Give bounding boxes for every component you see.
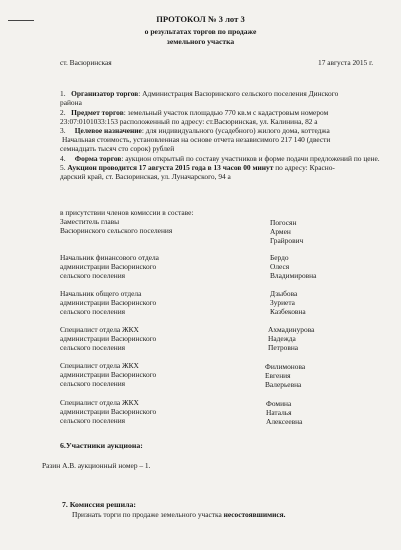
- member-5-position-2: администрации Васюринского: [60, 370, 157, 379]
- member-2-position-3: сельского поселения: [60, 271, 126, 280]
- member-6-patronymic: Алексеевна: [266, 417, 303, 426]
- item-1-label: Организатор торгов: [71, 89, 139, 98]
- item-1: [60, 89, 338, 98]
- item-2: [60, 108, 328, 117]
- member-2-patronymic: Владимировна: [270, 271, 317, 280]
- item-2-line-2: 23:07:0101033:153 расположенный по адресу: ст.Васюринская, ул. Калинина, 82 а: [60, 117, 318, 126]
- member-3-position-3: сельского поселения: [60, 307, 126, 316]
- member-4-position-3: сельского поселения: [60, 343, 126, 352]
- protocol-title: ПРОТОКОЛ № 3 лот 3: [156, 14, 245, 24]
- member-6-position-1: Специалист отдела ЖКХ: [60, 398, 139, 407]
- member-6-surname: Фомина: [266, 399, 292, 408]
- participants-text: Разин А.В. аукционный номер – 1.: [42, 461, 151, 470]
- place: ст. Васюринская: [60, 58, 112, 67]
- item-3: [60, 126, 330, 135]
- item-3-text: : для индивидуального (усадебного) жилого дома, коттеджа: [141, 126, 330, 135]
- item-3-label: Целевое назначение: [74, 126, 142, 135]
- item-5-label: Аукцион проводится 17 августа 2015 года в 13 часов 00 минут: [67, 163, 274, 172]
- decision-heading: 7. Комиссия решила:: [62, 500, 136, 509]
- item-3-line-3: семнадцать тысяч сто сорок) рублей: [60, 144, 175, 153]
- date: 17 августа 2015 г.: [318, 58, 374, 67]
- member-2-firstname: Олеся: [270, 262, 290, 271]
- item-2-label: Предмет торгов: [71, 108, 124, 117]
- member-3-surname: Дзыбова: [270, 289, 298, 298]
- item-5-line-2: дарский край, ст. Васюринская, ул. Луначарского, 94 а: [60, 172, 231, 181]
- item-1-text: : Администрация Васюринского сельского поселения Динского: [138, 89, 339, 98]
- member-3-position-1: Начальник общего отдела: [60, 289, 142, 298]
- member-4-surname: Ахмадинурова: [268, 325, 315, 334]
- commission-intro: в присутствии членов комиссии в составе:: [60, 208, 194, 217]
- decision-text: [72, 510, 286, 519]
- item-1-num: 1.: [60, 89, 66, 98]
- decision-text-result: несостоявшимися.: [223, 510, 286, 519]
- item-4-num: 4.: [60, 154, 66, 163]
- member-3-firstname: Зуриета: [270, 298, 295, 307]
- item-5-num: 5.: [60, 163, 66, 172]
- member-6-position-3: сельского поселения: [60, 416, 126, 425]
- member-4-position-1: Специалист отдела ЖКХ: [60, 325, 139, 334]
- decision-text-prefix: Признать торги по продаже земельного участка: [72, 510, 224, 519]
- member-6-position-2: администрации Васюринского: [60, 407, 157, 416]
- member-1-position-1: Заместитель главы: [60, 217, 120, 226]
- member-2-position-1: Начальник финансового отдела: [60, 253, 159, 262]
- member-1-firstname: Армен: [270, 227, 291, 236]
- member-5-position-3: сельского поселения: [60, 379, 126, 388]
- member-4-patronymic: Петровна: [268, 343, 299, 352]
- protocol-subtitle-1: о результатах торгов по продаже: [144, 27, 257, 36]
- member-2-surname: Бердо: [270, 253, 289, 262]
- item-4: [60, 154, 380, 163]
- member-4-position-2: администрации Васюринского: [60, 334, 157, 343]
- member-5-patronymic: Валерьевна: [265, 380, 302, 389]
- member-5-firstname: Евгения: [265, 371, 291, 380]
- item-3-line-2: Начальная стоимость, установленная на основе отчета независимого 217 140 (двести: [62, 135, 331, 144]
- item-5-text: по адресу: Красно-: [273, 163, 335, 172]
- item-5: [60, 163, 335, 172]
- item-4-label: Форма торгов: [74, 154, 122, 163]
- item-2-text: : земельный участок площадью 770 кв.м с кадастровым номером: [123, 108, 329, 117]
- member-6-firstname: Наталья: [266, 408, 292, 417]
- member-5-surname: Филимонова: [265, 362, 306, 371]
- participants-heading: 6.Участники аукциона:: [60, 441, 143, 450]
- member-2-position-2: администрации Васюринского: [60, 262, 157, 271]
- member-1-position-2: Васюринского сельского поселения: [60, 226, 173, 235]
- item-3-num: 3.: [60, 126, 66, 135]
- member-1-patronymic: Грайрович: [270, 236, 304, 245]
- member-3-patronymic: Казбековна: [270, 307, 306, 316]
- item-2-num: 2.: [60, 108, 66, 117]
- member-3-position-2: администрации Васюринского: [60, 298, 157, 307]
- item-4-text: : аукцион открытый по составу участников и форме подачи предложений по цене.: [121, 154, 380, 163]
- member-1-surname: Погосян: [270, 218, 297, 227]
- member-4-firstname: Надежда: [268, 334, 296, 343]
- item-1-line-2: района: [60, 98, 82, 107]
- member-5-position-1: Специалист отдела ЖКХ: [60, 361, 139, 370]
- protocol-subtitle-2: земельного участка: [166, 37, 235, 46]
